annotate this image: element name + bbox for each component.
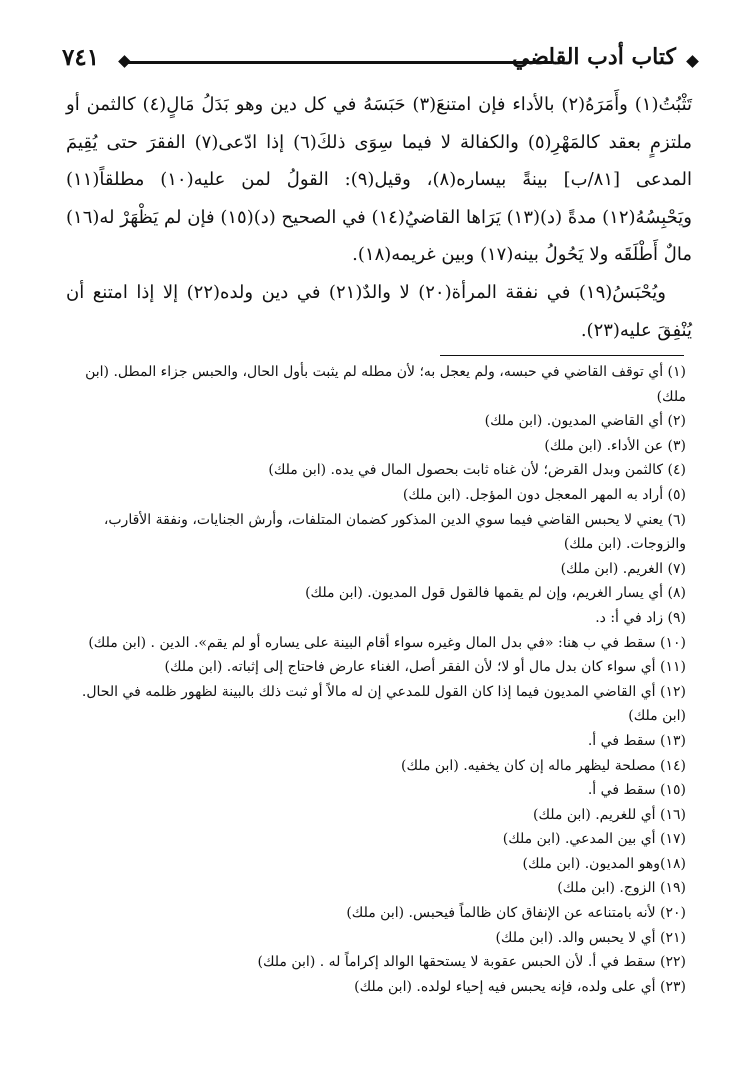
footnote-21: (٢١) أي لا يحبس والد. (ابن ملك) <box>495 929 686 946</box>
footnote-15: (١٥) سقط في أ. <box>587 782 686 799</box>
footnote-3: (٣) عن الأداء. (ابن ملك) <box>544 437 686 454</box>
footnote-18: (١٨)وهو المديون. (ابن ملك) <box>522 855 686 872</box>
footnote-10: (١٠) سقط في ب هنا: «في بدل المال وغيره سواء أقام البينة على يساره أو لم يقم». الدين . (ابن ملك) <box>88 634 686 651</box>
main-paragraph-2: ويُحْبَسُ(١٩) في نفقة المرأة(٢٠) لا والدٌ(٢١) في دين ولده(٢٢) إلا إذا امتنع أن يُنْفِقَ عليه(٢٣). <box>66 281 692 341</box>
footnote-12: (١٢) أي القاضي المديون فيما إذا كان القول للمدعي إن له مالاً أو ثبت ذلك بالبينة لظهور ظلمه في الحال. (ابن ملك) <box>81 683 686 725</box>
chapter-title: كتاب أدب القاضي <box>511 44 676 70</box>
page-number: ٧٤١ <box>62 44 100 71</box>
footnote-11: (١١) أي سواء كان بدل مال أو لا؛ لأن الفقر أصل، الغناء عارض فاحتاج إلى إثباته. (ابن ملك) <box>164 659 686 676</box>
footnote-9: (٩) زاد في أ: د. <box>595 609 686 626</box>
footnote-7: (٧) الغريم. (ابن ملك) <box>560 560 686 577</box>
page-header <box>62 40 698 80</box>
header-rule <box>128 61 552 64</box>
footnote-22: (٢٢) سقط في أ. لأن الحبس عقوبة لا يستحقها الوالد إكراماً له . (ابن ملك) <box>257 954 686 971</box>
diamond-ornament-right <box>686 55 699 68</box>
footnote-23: (٢٣) أي على ولده، فإنه يحبس فيه إحياء لولده. (ابن ملك) <box>354 978 686 995</box>
footnote-14: (١٤) مصلحة ليظهر ماله إن كان يخفيه. (ابن ملك) <box>401 757 686 774</box>
footnote-6: (٦) يعني لا يحبس القاضي فيما سوي الدين المذكور كضمان المتلفات، وأرش الجنايات، ونفقة الأقارب، والزوجات. (ابن ملك) <box>103 511 686 553</box>
main-text <box>66 86 692 349</box>
footnote-20: (٢٠) لأنه بامتناعه عن الإنفاق كان ظالماً فيحبس. (ابن ملك) <box>346 905 686 922</box>
footnote-13: (١٣) سقط في أ. <box>587 732 686 749</box>
footnotes-list <box>56 360 686 999</box>
footnote-2: (٢) أي القاضي المديون. (ابن ملك) <box>484 413 686 430</box>
footnote-4: (٤) كالثمن وبدل القرض؛ لأن غناه ثابت بحصول المال في يده. (ابن ملك) <box>268 462 686 479</box>
footnote-separator <box>440 355 684 356</box>
footnote-8: (٨) أي يسار الغريم، وإن لم يقمها فالقول قول المديون. (ابن ملك) <box>305 585 686 602</box>
main-paragraph-1: تَثْبُتُ(١) وأَمَرَهُ(٢) بالأداء فإن امتنعَ(٣) حَبَسَهُ في كل دين وهو بَدَلُ مَالٍ(٤) كالثمن أو ملتزمٍ بعقد كالمَهْرِ(٥) والكفالة لا فيما سِوَى ذلكَ(٦) إذا ادّعى(٧) الفقرَ حتى يُقِيمَ المدعى [٨١/ب] بينةً بيساره(٨)، وقيل(٩): القولُ لمن عليه(١٠) مطلقاً(١١) ويَحْبِسُهُ(١٢) مدةً (د)(١٣) يَرَاها القاضيُ(١٤) في الصحيح (د)(١٥) فإن لم يَظْهَرْ له(١٦) مالٌ أَطْلَقَه ولا يَحُولُ بينه(١٧) وبين غريمه(١٨). <box>66 94 693 266</box>
footnote-16: (١٦) أي للغريم. (ابن ملك) <box>533 806 686 823</box>
footnote-19: (١٩) الزوج. (ابن ملك) <box>557 880 686 897</box>
footnote-17: (١٧) أي بين المدعي. (ابن ملك) <box>502 831 686 848</box>
footnote-1: (١) أي توقف القاضي في حبسه، ولم يعجل به؛ لأن مطله لم يثبت بأول الحال، والحبس جزاء المطل. (ابن ملك) <box>85 364 686 405</box>
footnote-5: (٥) أراد به المهر المعجل دون المؤجل. (ابن ملك) <box>402 486 686 503</box>
